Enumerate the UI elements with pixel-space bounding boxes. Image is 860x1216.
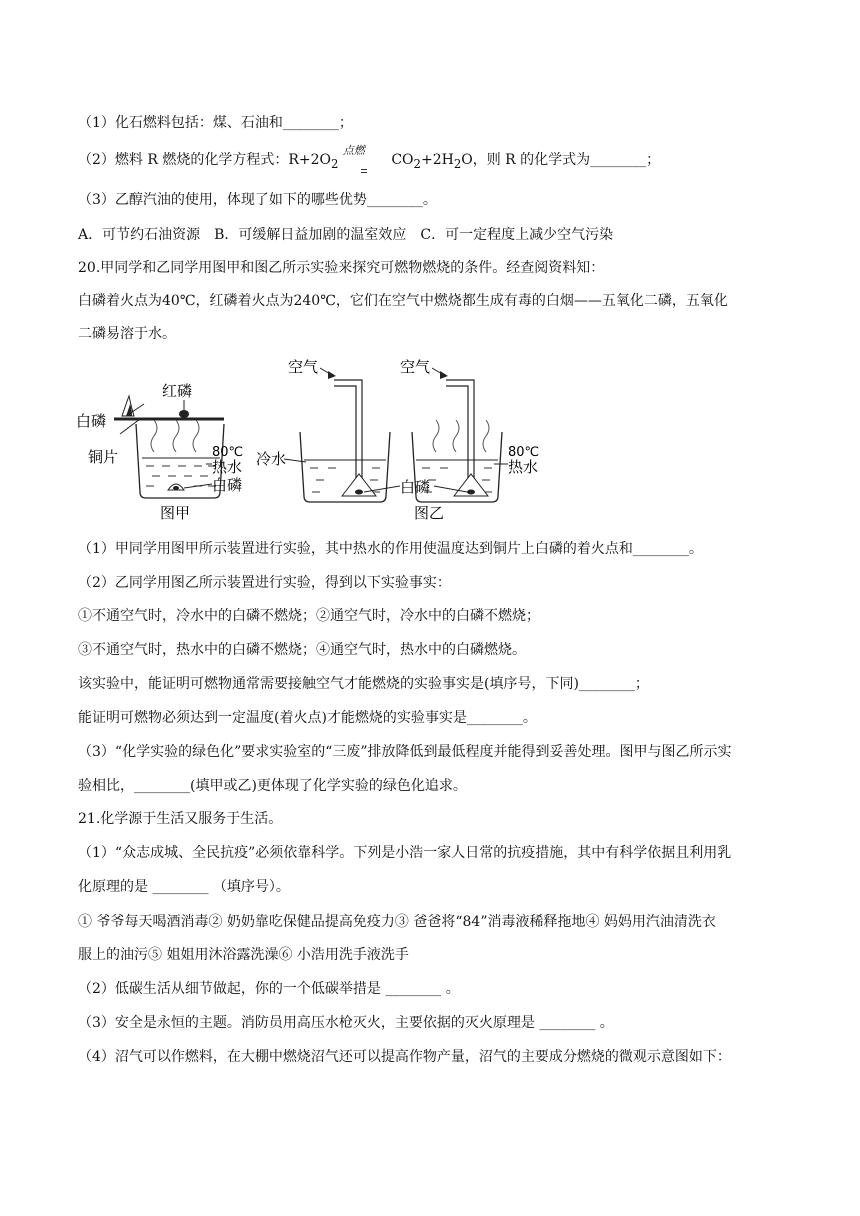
- condition-ignite: 点燃: [342, 143, 365, 157]
- label-white-phosphorus-bottom: 白磷: [212, 476, 243, 494]
- q19-options: A．可节约石油资源 B．可缓解日益加剧的温室效应 C．可一定程度上减少空气污染: [78, 227, 614, 243]
- figure-yi: [256, 358, 539, 522]
- q21-options-2: 服上的油污⑤ 姐姐用沐浴露洗澡⑥ 小浩用洗手液洗手: [78, 947, 409, 963]
- label-hot-water-jia: 热水: [212, 458, 243, 476]
- q19-line-3: （3）乙醇汽油的使用，体现了如下的哪些优势________。: [78, 192, 437, 208]
- equation-part-c: +2H: [420, 152, 454, 168]
- label-air-2: 空气: [400, 358, 431, 376]
- equation-part-d: O，则 R 的化学式为________；: [461, 152, 661, 168]
- caption-yi: 图乙: [414, 504, 445, 522]
- q21-part-2: （2）低碳生活从细节做起，你的一个低碳举措是 ________ 。: [78, 981, 460, 997]
- equation-part-a: （2）燃料 R 燃烧的化学方程式：R+2O: [78, 152, 332, 168]
- subscript: 2: [413, 156, 421, 171]
- q20-info-1: 白磷着火点为40℃，红磷着火点为240℃，它们在空气中燃烧都生成有毒的白烟——五氧化二磷，五氧化: [78, 293, 728, 309]
- figure-jia: [76, 382, 243, 522]
- subscript: 2: [453, 156, 462, 171]
- q20-part-1: （1）甲同学用图甲所示装置进行实验，其中热水的作用使温度达到铜片上白磷的着火点和________。: [78, 541, 703, 557]
- label-hot-water-yi: 热水: [508, 458, 539, 476]
- label-temp-jia: 80℃: [212, 445, 244, 460]
- label-white-phosphorus-top: 白磷: [76, 412, 107, 430]
- label-temp-yi: 80℃: [508, 445, 540, 460]
- reaction-condition: [342, 143, 387, 174]
- label-copper-sheet: 铜片: [88, 448, 119, 466]
- q19-line-1: （1）化石燃料包括：煤、石油和________；: [78, 115, 353, 131]
- label-white-phosphorus-yi: 白磷: [400, 478, 431, 496]
- equation-part-b: CO: [391, 152, 414, 168]
- q21-part-1: （1）“众志成城、全民抗疫”必须依靠科学。下列是小浩一家人日常的抗疫措施，其中有科学依据且利用乳: [78, 845, 732, 861]
- q20-title: 20.甲同学和乙同学用图甲和图乙所示实验来探究可燃物燃烧的条件。经查阅资料知：: [78, 260, 605, 276]
- caption-jia: 图甲: [160, 504, 191, 522]
- q20-question-air: 该实验中，能证明可燃物通常需要接触空气才能燃烧的实验事实是(填序号，下同)________；: [78, 676, 649, 692]
- label-red-phosphorus: 红磷: [162, 382, 193, 400]
- subscript: 2: [331, 156, 339, 171]
- q20-question-temp: 能证明可燃物必须达到一定温度(着火点)才能燃烧的实验事实是________。: [78, 710, 537, 726]
- q20-part-3: （3）“化学实验的绿色化”要求实验室的“三废”排放降低到最低程度并能得到妥善处理。图甲与图乙所示实: [78, 744, 732, 760]
- label-cold-water: 冷水: [256, 450, 287, 468]
- q19-line-2: [78, 143, 661, 174]
- q20-fact-3-4: ③不通空气时，热水中的白磷不燃烧；④通空气时，热水中的白磷燃烧。: [78, 642, 526, 658]
- condition-mark: [361, 172, 367, 173]
- condition-mark: [361, 169, 367, 170]
- experiment-figure: [76, 352, 784, 527]
- q21-part-3: （3）安全是永恒的主题。消防员用高压水枪灭火，主要依据的灭火原理是 ________ 。: [78, 1015, 614, 1031]
- q20-fact-1-2: ①不通空气时，冷水中的白磷不燃烧；②通空气时，冷水中的白磷不燃烧；: [78, 608, 540, 624]
- label-air-1: 空气: [288, 358, 319, 376]
- q21-part-4: （4）沼气可以作燃料，在大棚中燃烧沼气还可以提高作物产量，沼气的主要成分燃烧的微观示意图如下：: [78, 1049, 731, 1065]
- q21-part-1-cont: 化原理的是 ________ （填序号）。: [78, 879, 290, 895]
- q20-part-2: （2）乙同学用图乙所示装置进行实验，得到以下实验事实：: [78, 575, 451, 591]
- q20-part-3-cont: 验相比，________(填甲或乙)更体现了化学实验的绿色化追求。: [78, 778, 467, 794]
- q21-options-1: ① 爷爷每天喝酒消毒② 奶奶靠吃保健品提高免疫力③ 爸爸将“84”消毒液稀释拖地④ 妈妈用汽油清洗衣: [78, 914, 716, 930]
- q20-info-2: 二磷易溶于水。: [78, 326, 176, 342]
- q21-title: 21.化学源于生活又服务于生活。: [78, 811, 283, 827]
